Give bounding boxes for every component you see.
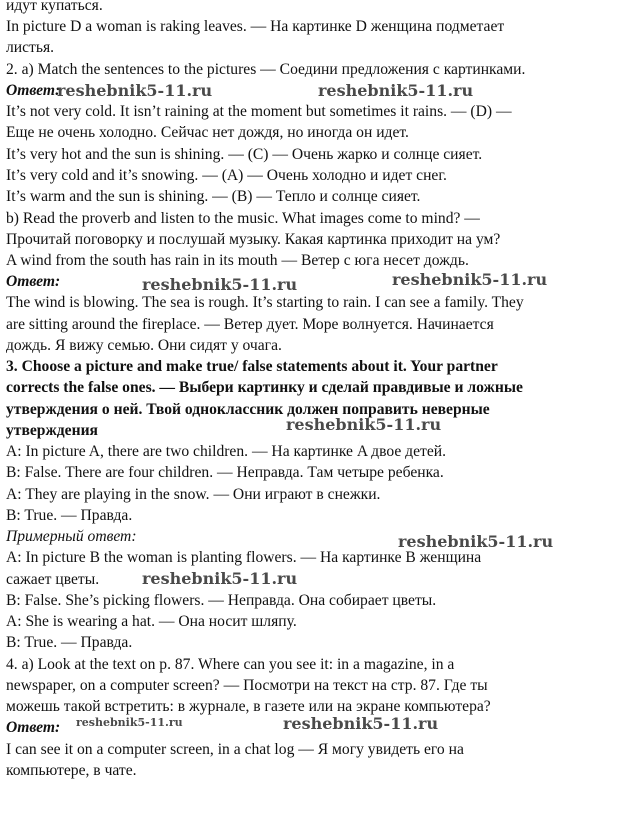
text-line: B: True. — Правда. (6, 507, 133, 524)
watermark-text: reshebnik5-11.ru (392, 270, 548, 289)
text-line: идут купаться. (6, 0, 103, 14)
watermark-text: reshebnik5-11.ru (398, 532, 554, 551)
text-line: The wind is blowing. The sea is rough. It’s starting to rain. I can see a family. They (6, 294, 524, 311)
text-line: It’s very cold and it’s snowing. — (A) — Очень холодно и идет снег. (6, 167, 447, 184)
text-line: A: She is wearing a hat. — Она носит шляпу. (6, 613, 297, 630)
text-line: It’s very hot and the sun is shining. — (C) — Очень жарко и солнце сияет. (6, 146, 483, 163)
watermark-text: reshebnik5-11.ru (142, 569, 298, 588)
text-line: A: In picture B the woman is planting flowers. — На картинке B женщина (6, 549, 482, 566)
text-line: In picture D a woman is raking leaves. — На картинке D женщина подметает (6, 18, 505, 35)
text-line: компьютере, в чате. (6, 762, 137, 779)
watermark-text: reshebnik5-11.ru (318, 81, 474, 100)
text-line: It’s not very cold. It isn’t raining at the moment but sometimes it rains. — (D) — (6, 103, 512, 120)
text-line: листья. (6, 39, 55, 56)
text-line: A wind from the south has rain in its mouth — Ветер с юга несет дождь. (6, 252, 469, 269)
text-line: утверждения о ней. Твой одноклассник должен поправить неверные (6, 401, 490, 418)
text-line: It’s warm and the sun is shining. — (B) — Тепло и солнце сияет. (6, 188, 421, 205)
text-line: 4. a) Look at the text on p. 87. Where can you see it: in a magazine, in a (6, 656, 455, 673)
text-line: newspaper, on a computer screen? — Посмотри на текст на стр. 87. Где ты (6, 677, 488, 694)
watermark-text: reshebnik5-11.ru (142, 275, 298, 294)
text-line: B: False. She’s picking flowers. — Неправда. Она собирает цветы. (6, 592, 437, 609)
text-line: утверждения (6, 422, 98, 439)
text-line: corrects the false ones. — Выбери картинку и сделай правдивые и ложные (6, 379, 523, 396)
text-line: b) Read the proverb and listen to the music. What images come to mind? — (6, 210, 480, 227)
text-line: are sitting around the fireplace. — Ветер дует. Море волнуется. Начинается (6, 316, 494, 333)
text-line: 2. a) Match the sentences to the pictures — Соедини предложения с картинками. (6, 61, 526, 78)
watermark-text: reshebnik5-11.ru (283, 714, 439, 733)
sample-answer-label: Примерный ответ: (6, 528, 137, 545)
answer-label: Ответ: (6, 273, 61, 290)
text-line: B: True. — Правда. (6, 634, 133, 651)
text-line: A: In picture A, there are two children. — На картинке A двое детей. (6, 443, 447, 460)
text-line: дождь. Я вижу семью. Они сидят у очага. (6, 337, 282, 354)
text-line: I can see it on a computer screen, in a chat log — Я могу увидеть его на (6, 741, 464, 758)
answer-label: Ответ: (6, 719, 61, 736)
text-line: сажает цветы. (6, 571, 100, 588)
text-line: Прочитай поговорку и послушай музыку. Какая картинка приходит на ум? (6, 231, 501, 248)
watermark-text: reshebnik5-11.ru (57, 81, 213, 100)
watermark-text: reshebnik5-11.ru (286, 415, 442, 434)
text-line: можешь такой встретить: в журнале, в газете или на экране компьютера? (6, 698, 491, 715)
answer-label: Ответ: (6, 82, 61, 99)
text-line: B: False. There are four children. — Неправда. Там четыре ребенка. (6, 464, 444, 481)
text-line: 3. Choose a picture and make true/ false statements about it. Your partner (6, 358, 498, 375)
text-line: Еще не очень холодно. Сейчас нет дождя, но иногда он идет. (6, 124, 409, 141)
watermark-text: reshebnik5-11.ru (76, 716, 183, 729)
text-line: A: They are playing in the snow. — Они играют в снежки. (6, 486, 381, 503)
